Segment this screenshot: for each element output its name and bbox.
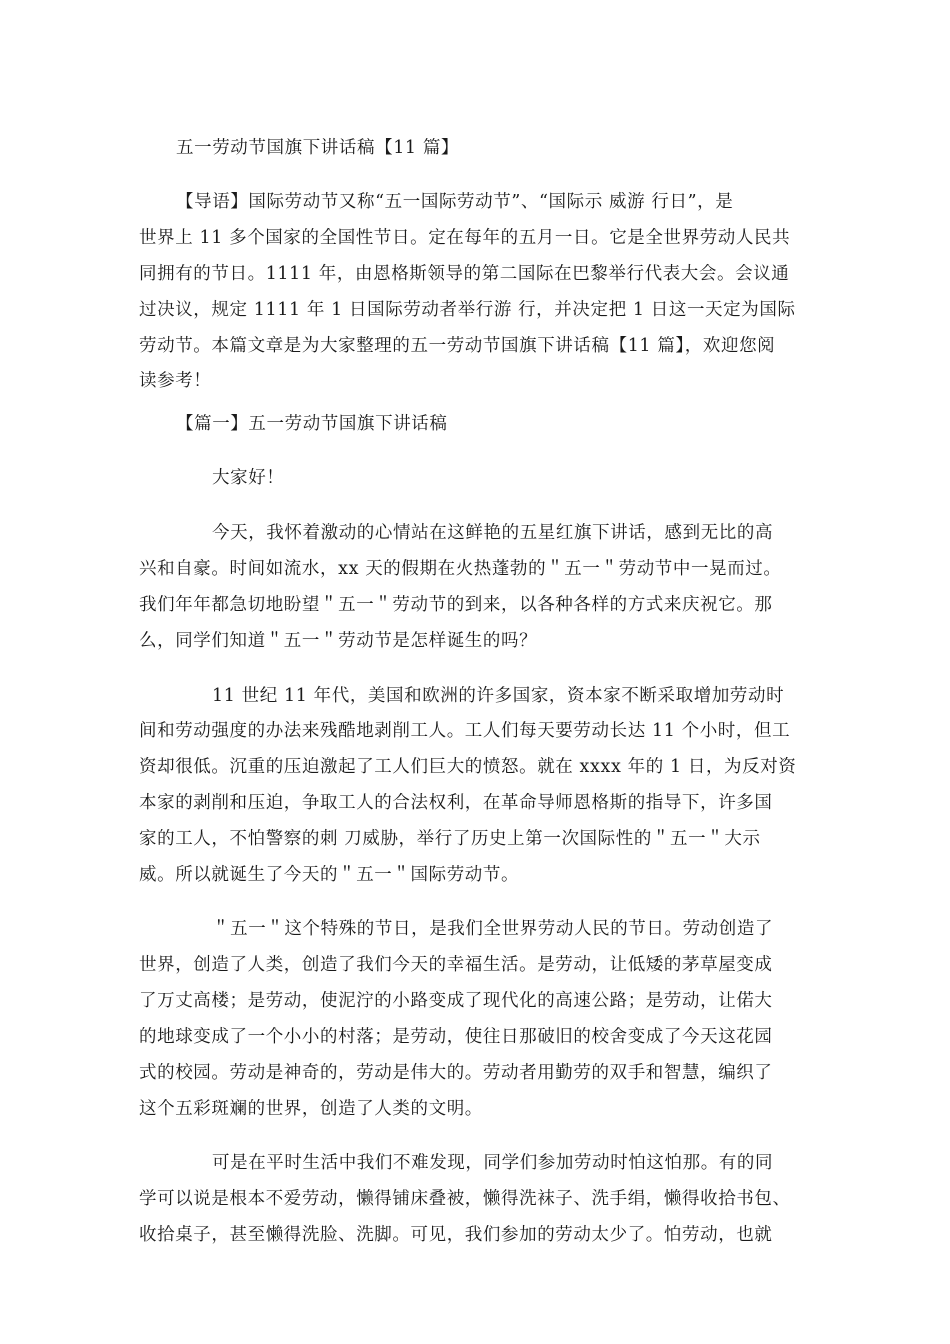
paragraph-line: 资却很低。沉重的压迫激起了工人们巨大的愤怒。就在 xxxx 年的 1 日，为反对资 (139, 757, 797, 777)
paragraph-line: 我们年年都急切地盼望＂五一＂劳动节的到来，以各种各样的方式来庆祝它。那 (139, 595, 773, 615)
paragraph-line: 收拾桌子，甚至懒得洗脸、洗脚。可见，我们参加的劳动太少了。怕劳动，也就 (139, 1225, 773, 1245)
paragraph-line: 学可以说是根本不爱劳动，懒得铺床叠被，懒得洗袜子、洗手绢，懒得收拾书包、 (139, 1189, 791, 1209)
paragraph-line: 可是在平时生活中我们不难发现，同学们参加劳动时怕这怕那。有的同 (212, 1153, 774, 1173)
paragraph-line: 式的校园。劳动是神奇的，劳动是伟大的。劳动者用勤劳的双手和智慧，编织了 (139, 1063, 773, 1083)
intro-line: 劳动节。本篇文章是为大家整理的五一劳动节国旗下讲话稿【11 篇】，欢迎您阅 (139, 336, 776, 356)
paragraph-line: 的地球变成了一个小小的村落；是劳动，使往日那破旧的校舍变成了今天这花园 (139, 1027, 773, 1047)
intro-line: 世界上 11 多个国家的全国性节日。定在每年的五月一日。它是全世界劳动人民共 (139, 228, 791, 248)
paragraph-line: 了万丈高楼；是劳动，使泥泞的小路变成了现代化的高速公路；是劳动，让偌大 (139, 991, 773, 1011)
paragraph-line: 威。所以就诞生了今天的＂五一＂国际劳动节。 (139, 865, 520, 885)
paragraph-line: ＂五一＂这个特殊的节日，是我们全世界劳动人民的节日。劳动创造了 (212, 919, 774, 939)
paragraph-line: 么，同学们知道＂五一＂劳动节是怎样诞生的吗？ (139, 631, 538, 651)
intro-line: 【导语】国际劳动节又称“五一国际劳动节”、“国际示 威游 行日”，是 (176, 192, 734, 212)
paragraph-line: 间和劳动强度的办法来残酷地剥削工人。工人们每天要劳动长达 11 个小时，但工 (139, 721, 791, 741)
intro-line: 同拥有的节日。1111 年，由恩格斯领导的第二国际在巴黎举行代表大会。会议通 (139, 264, 790, 284)
paragraph-line: 今天，我怀着激动的心情站在这鲜艳的五星红旗下讲话，感到无比的高 (212, 523, 774, 543)
greeting: 大家好！ (212, 468, 285, 488)
paragraph-line: 这个五彩斑斓的世界，创造了人类的文明。 (139, 1099, 483, 1119)
intro-line: 过决议，规定 1111 年 1 日国际劳动者举行游 行，并决定把 1 日这一天定为国际 (139, 300, 796, 320)
document-title: 五一劳动节国旗下讲话稿【11 篇】 (176, 138, 460, 158)
section-heading: 【篇一】五一劳动节国旗下讲话稿 (176, 414, 448, 434)
paragraph-line: 家的工人，不怕警察的刺 刀威胁，举行了历史上第一次国际性的＂五一＂大示 (139, 829, 761, 849)
paragraph-line: 兴和自豪。时间如流水，xx 天的假期在火热蓬勃的＂五一＂劳动节中一晃而过。 (139, 559, 782, 579)
paragraph-line: 11 世纪 11 年代，美国和欧洲的许多国家，资本家不断采取增加劳动时 (212, 686, 785, 706)
intro-line: 读参考！ (139, 371, 212, 391)
paragraph-line: 本家的剥削和压迫，争取工人的合法权利，在革命导师恩格斯的指导下，许多国 (139, 793, 773, 813)
paragraph-line: 世界，创造了人类，创造了我们今天的幸福生活。是劳动，让低矮的茅草屋变成 (139, 955, 773, 975)
